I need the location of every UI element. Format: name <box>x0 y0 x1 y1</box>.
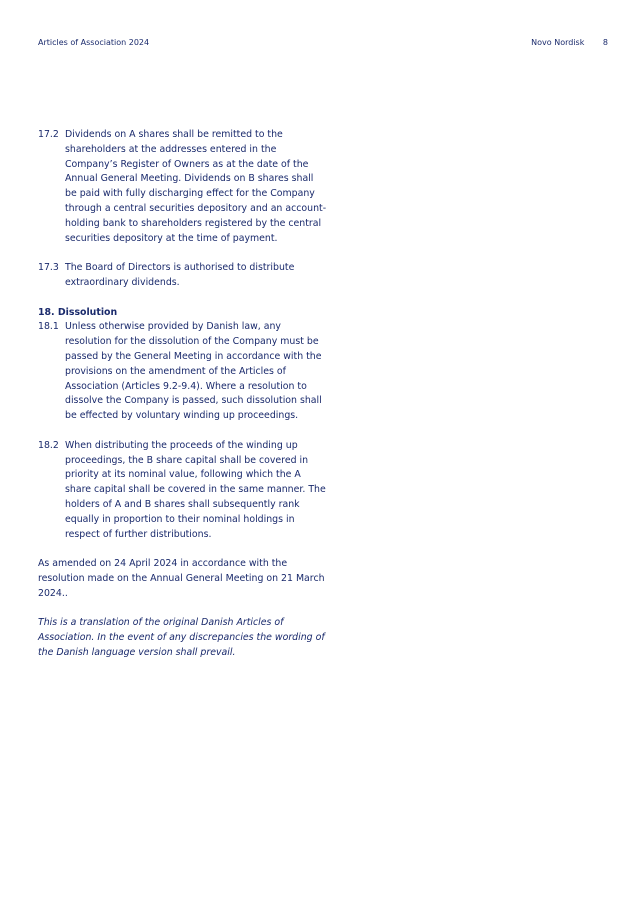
clause-number: 17.3 <box>38 262 59 274</box>
section-heading-dissolution: 18. Dissolution <box>38 306 118 318</box>
page-number: 8 <box>602 38 608 47</box>
clause-17-3 <box>38 261 328 291</box>
clause-number: 17.2 <box>38 129 59 140</box>
document-title: Articles of Association 2024 <box>38 38 150 47</box>
clause-18-2 <box>38 439 328 543</box>
amendment-note: As amended on 24 April 2024 in accordance with the resolution made on the Annual General Meeting on 21 March 2024.. <box>38 558 325 599</box>
clause-text: Dividends on A shares shall be remitted to the shareholders at the addresses entered in the Company’s Register of Owners as at the date of the Annual General Meeting. Dividends on B shares shall be paid with fully discharging effect for the Company through a central securities depository and an account-holding bank to shareholders registered by the central securities depository at the time of payment. <box>65 129 327 244</box>
page-content <box>38 128 328 661</box>
company-name: Novo Nordisk <box>531 38 585 47</box>
clause-text: When distributing the proceeds of the winding up proceedings, the B share capital shall be covered in priority at its nominal value, following which the A share capital shall be covered in the same manner. The holders of A and B shares shall subsequently rank equally in proportion to their nominal holdings in respect of further distributions. <box>65 439 326 540</box>
clause-text: The Board of Directors is authorised to distribute extraordinary dividends. <box>65 262 295 288</box>
clause-number: 18.1 <box>38 321 59 333</box>
header-right <box>531 38 608 47</box>
clause-18-1 <box>38 320 328 424</box>
clause-17-2 <box>38 128 328 246</box>
clause-text: Unless otherwise provided by Danish law, any resolution for the dissolution of the Company must be passed by the General Meeting in accordance with the provisions on the amendment of the Articles of Association (Articles 9.2-9.4). Where a resolution to dissolve the Company is passed, such dissolution shall be effected by voluntary winding up proceedings. <box>65 321 322 422</box>
translation-disclaimer: This is a translation of the original Danish Articles of Association. In the event of any discrepancies the wording of the Danish language version shall prevail. <box>38 617 325 658</box>
clause-number: 18.2 <box>38 439 59 451</box>
